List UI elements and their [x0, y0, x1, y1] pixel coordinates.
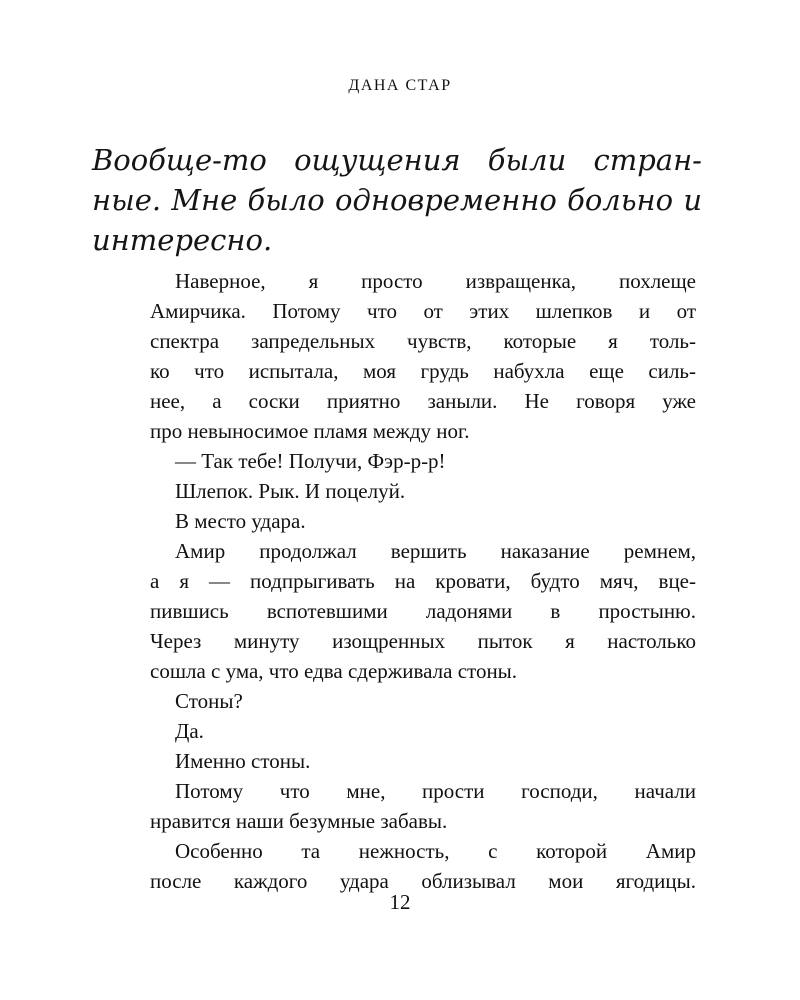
text-line: пившись вспотевшими ладонями в простыню.	[150, 599, 696, 623]
text-line: спектра запредельных чувств, которые я толь-	[150, 329, 696, 353]
text-line: Амир продолжал вершить наказание ремнем,	[175, 539, 696, 563]
handwritten-line-3: интересно.	[92, 223, 273, 257]
text-line: а я — подпрыгивать на кровати, будто мяч, вце-	[150, 569, 696, 593]
text-line: Именно стоны.	[175, 749, 311, 773]
running-header-author: ДАНА СТАР	[348, 77, 452, 94]
text-line: В место удара.	[175, 509, 306, 533]
text-line: нравится наши безумные забавы.	[150, 809, 448, 833]
text-line: Потому что мне, прости господи, начали	[175, 779, 696, 803]
text-line: про невыносимое пламя между ног.	[150, 419, 470, 443]
text-line: — Так тебе! Получи, Фэр-р-р!	[175, 449, 446, 473]
text-line: Особенно та нежность, с которой Амир	[175, 839, 696, 863]
text-line: Амирчика. Потому что от этих шлепков и от	[150, 299, 696, 323]
text-line: ко что испытала, моя грудь набухла еще силь-	[150, 359, 696, 383]
handwritten-line-2: ные. Мне было одновременно больно и	[92, 183, 702, 217]
text-line: нее, а соски приятно заныли. Не говоря уже	[150, 389, 696, 413]
handwritten-line-1: Вообще-то ощущения были стран-	[92, 143, 702, 177]
text-line: Да.	[175, 719, 204, 743]
body-text	[150, 266, 696, 896]
text-line: Шлепок. Рык. И поцелуй.	[175, 479, 406, 503]
page-number: 12	[389, 890, 411, 914]
text-line: Стоны?	[175, 689, 243, 713]
text-line: после каждого удара облизывал мои ягодицы.	[150, 869, 696, 893]
text-line: сошла с ума, что едва сдерживала стоны.	[150, 659, 518, 683]
text-line: Через минуту изощренных пыток я настолько	[150, 629, 696, 653]
text-line: Наверное, я просто извращенка, похлеще	[175, 269, 696, 293]
